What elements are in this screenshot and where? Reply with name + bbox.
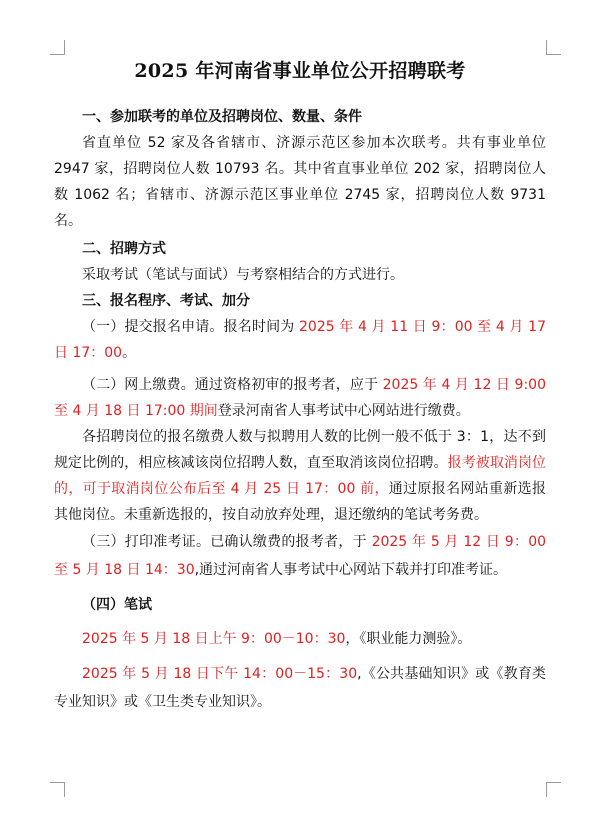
paragraph-written-exam — [54, 592, 546, 618]
page-corner-mark-bottom-right — [546, 782, 561, 797]
registration-period: 2025 年 4 月 11 日 9：00 至 4 月 17 日 17：00 — [54, 319, 547, 361]
ratio-text: 各招聘岗位的报名缴费人数与拟聘用人数的比例一般不低于 3：1，达不到规定比例的，相应核减该岗位招聘人数，直至取消该岗位招聘。 — [54, 429, 546, 471]
exam-afternoon-subject: ,《公共基础知识》或《教育类专业知识》或《卫生类专业知识》。 — [54, 666, 547, 710]
paragraph-exam-afternoon — [54, 660, 546, 716]
admission-end: ,通过河南省人事考试中心网站下载并打印准考证。 — [194, 562, 508, 578]
page-corner-mark-top-left — [50, 40, 65, 55]
registration-text: 报名时间为 — [223, 319, 299, 335]
admission-text: 已确认缴费的报考者，于 — [210, 534, 372, 550]
document-title: 2025 年河南省事业单位公开招聘联考 — [134, 60, 466, 82]
paragraph-ratio — [54, 424, 546, 528]
document-page — [54, 58, 546, 716]
section-2-heading: 二、招聘方式 — [82, 241, 166, 257]
section-3-heading: 三、报名程序、考试、加分 — [82, 293, 250, 309]
admission-period: 2025 年 5 月 12 日 9：00 至 5 月 18 日 14：30 — [54, 534, 547, 578]
section-1-heading: 一、参加联考的单位及招聘岗位、数量、条件 — [82, 109, 362, 125]
page-corner-mark-top-right — [546, 40, 561, 55]
payment-period: 2025 年 4 月 12 日 9:00 至 4 月 18 日 17:00 期间 — [54, 377, 546, 419]
exam-morning-subject: ，《职业能力测验》。 — [345, 631, 472, 647]
registration-end: 。 — [122, 345, 137, 361]
subheading-written-exam: （四）笔试 — [82, 597, 152, 613]
subheading-payment: （二）网上缴费。 — [82, 377, 195, 393]
exam-afternoon-time: 2025 年 5 月 18 日下午 14：00－15：30 — [82, 666, 358, 682]
subheading-registration: （一）提交报名申请。 — [82, 319, 224, 335]
page-corner-mark-bottom-left — [50, 782, 65, 797]
paragraph-admission-ticket — [54, 528, 546, 584]
paragraph-payment — [54, 372, 546, 424]
subheading-admission-ticket: （三）打印准考证。 — [82, 534, 211, 550]
section-1-body: 省直单位 52 家及各省辖市、济源示范区参加本次联考。共有事业单位 2947 家，招聘岗位人数 10793 名。其中省直事业单位 202 家，招聘岗位人数 1062 名；省辖市、济源示范区事业单位 2745 家，招聘岗位人数 9731 名。 — [54, 135, 546, 229]
payment-text: 通过资格初审的报考者，应于 — [194, 377, 383, 393]
reselect-text: 通过原报名网站重新选报其他岗位。未重新选报的，按自动放弃处理，退还缴纳的笔试考务费。 — [54, 481, 546, 523]
section-2-body: 采取考试（笔试与面试）与考察相结合的方式进行。 — [82, 267, 404, 283]
payment-end: 登录河南省人事考试中心网站进行缴费。 — [217, 403, 470, 419]
paragraph-registration — [54, 314, 546, 366]
exam-morning-time: 2025 年 5 月 18 日上午 9：00－10：30 — [82, 631, 346, 647]
paragraph-exam-morning — [54, 626, 546, 652]
reselect-period: 报考被取消岗位的，可于取消岗位公布后至 4 月 25 日 17：00 前， — [54, 455, 547, 497]
